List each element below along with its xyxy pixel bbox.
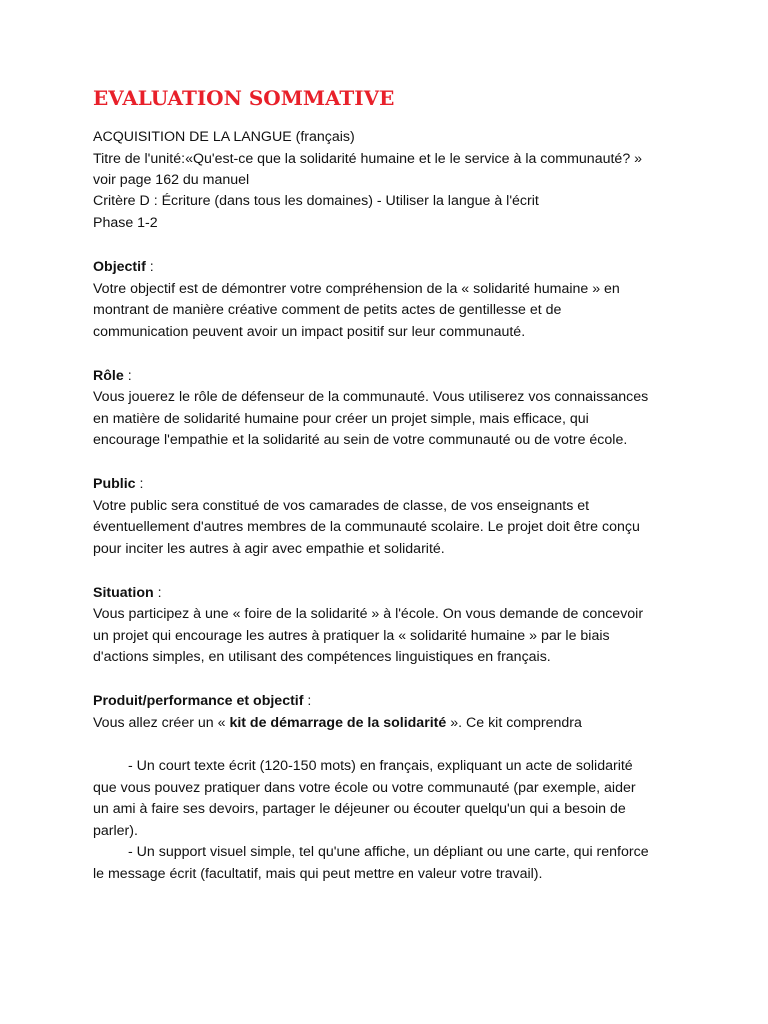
kit-item-visual-line: - Un support visuel simple, tel qu'une affiche, un dépliant ou une carte, qui renforce	[128, 844, 649, 860]
objectif-heading-line	[93, 256, 154, 278]
produit-intro-pre: Vous allez créer un «	[93, 715, 230, 731]
situation-text-line: Vous participez à une « foire de la solidarité » à l'école. On vous demande de concevoir	[93, 606, 644, 622]
header-line-phase: Phase 1-2	[93, 215, 158, 231]
role-heading: Rôle	[93, 368, 124, 384]
kit-item-visual-line: le message écrit (facultatif, mais qui peut mettre en valeur votre travail).	[93, 866, 543, 882]
public-heading-line	[93, 473, 143, 495]
role-text-line: en matière de solidarité humaine pour créer un projet simple, mais efficace, qui	[93, 411, 589, 427]
public-text-line: pour inciter les autres à agir avec empathie et solidarité.	[93, 541, 445, 557]
produit-heading: Produit/performance et objectif	[93, 693, 304, 709]
objectif-text-line: Votre objectif est de démontrer votre compréhension de la « solidarité humaine » en	[93, 281, 620, 297]
role-text-line: Vous jouerez le rôle de défenseur de la communauté. Vous utiliserez vos connaissances	[93, 389, 649, 405]
situation-heading: Situation	[93, 585, 154, 601]
objectif-text-line: communication peuvent avoir un impact positif sur leur communauté.	[93, 324, 526, 340]
public-text-line: éventuellement d'autres membres de la communauté scolaire. Le projet doit être conçu	[93, 519, 640, 535]
header-line-course: ACQUISITION DE LA LANGUE (français)	[93, 129, 355, 145]
objectif-text-line: montrant de manière créative comment de petits actes de gentillesse et de	[93, 302, 562, 318]
produit-intro-line	[93, 712, 582, 734]
kit-item-text-line: - Un court texte écrit (120-150 mots) en français, expliquant un acte de solidarité	[128, 758, 633, 774]
role-heading-line	[93, 365, 132, 387]
kit-item-text-line: un ami à faire ses devoirs, partager le déjeuner ou écouter quelqu'un qui a besoin de	[93, 801, 626, 817]
produit-colon: :	[303, 693, 312, 709]
public-colon: :	[135, 476, 144, 492]
kit-item-text-line: que vous pouvez pratiquer dans votre école ou votre communauté (par exemple, aider	[93, 780, 636, 796]
header-line-unit-title: Titre de l'unité:«Qu'est-ce que la solidarité humaine et le le service à la communauté? »	[93, 151, 643, 167]
situation-text-line: d'actions simples, en utilisant des compétences linguistiques en français.	[93, 649, 551, 665]
situation-heading-line	[93, 582, 162, 604]
produit-intro-post: ». Ce kit comprendra	[446, 715, 582, 731]
document-title: EVALUATION SOMMATIVE	[93, 86, 395, 110]
situation-colon: :	[153, 585, 162, 601]
public-heading: Public	[93, 476, 136, 492]
objectif-heading: Objectif	[93, 259, 146, 275]
role-colon: :	[123, 368, 132, 384]
header-line-criterion: Critère D : Écriture (dans tous les domaines) - Utiliser la langue à l'écrit	[93, 193, 539, 209]
kit-item-text-line: parler).	[93, 823, 138, 839]
header-line-manual-page: voir page 162 du manuel	[93, 172, 250, 188]
situation-text-line: un projet qui encourage les autres à pratiquer la « solidarité humaine » par le biais	[93, 628, 610, 644]
objectif-colon: :	[145, 259, 154, 275]
public-text-line: Votre public sera constitué de vos camarades de classe, de vos enseignants et	[93, 498, 590, 514]
produit-kit-name: kit de démarrage de la solidarité	[229, 715, 447, 731]
role-text-line: encourage l'empathie et la solidarité au sein de votre communauté ou de votre école.	[93, 432, 628, 448]
produit-heading-line	[93, 690, 311, 712]
